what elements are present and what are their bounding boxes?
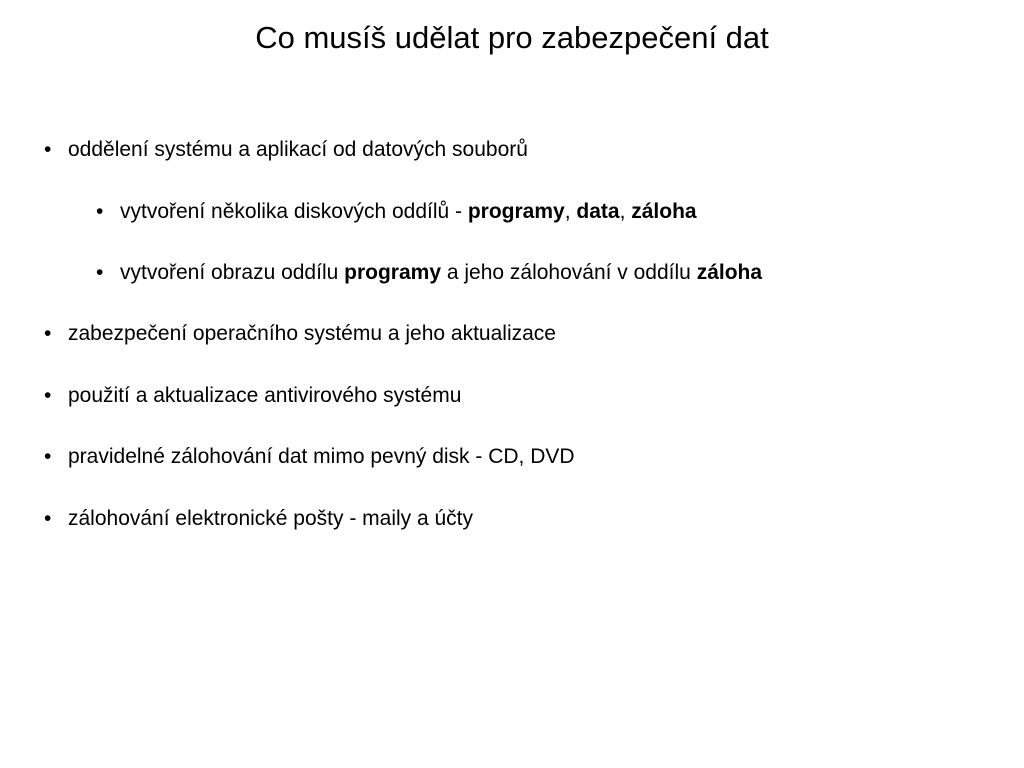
bullet-icon: • [96, 261, 104, 284]
bullet-icon: • [44, 445, 52, 468]
bullet-text: použití a aktualizace antivirového systému [68, 384, 462, 407]
bullet-icon: • [44, 322, 52, 345]
bullet-text: vytvoření několika diskových oddílů - programy, data, záloha [120, 200, 697, 223]
bullet-icon: • [44, 384, 52, 407]
bullet-icon: • [44, 507, 52, 530]
bullet-text: vytvoření obrazu oddílu programy a jeho zálohování v oddílu záloha [120, 261, 763, 284]
bullet-text: zabezpečení operačního systému a jeho aktualizace [68, 322, 556, 345]
bullet-text: pravidelné zálohování dat mimo pevný disk - CD, DVD [68, 445, 575, 468]
slide-title: Co musíš udělat pro zabezpečení dat [255, 20, 769, 55]
bullet-icon: • [96, 200, 104, 223]
bullet-text: zálohování elektronické pošty - maily a účty [68, 507, 474, 530]
bullet-text: oddělení systému a aplikací od datových souborů [68, 138, 528, 161]
bullet-icon: • [44, 138, 52, 161]
